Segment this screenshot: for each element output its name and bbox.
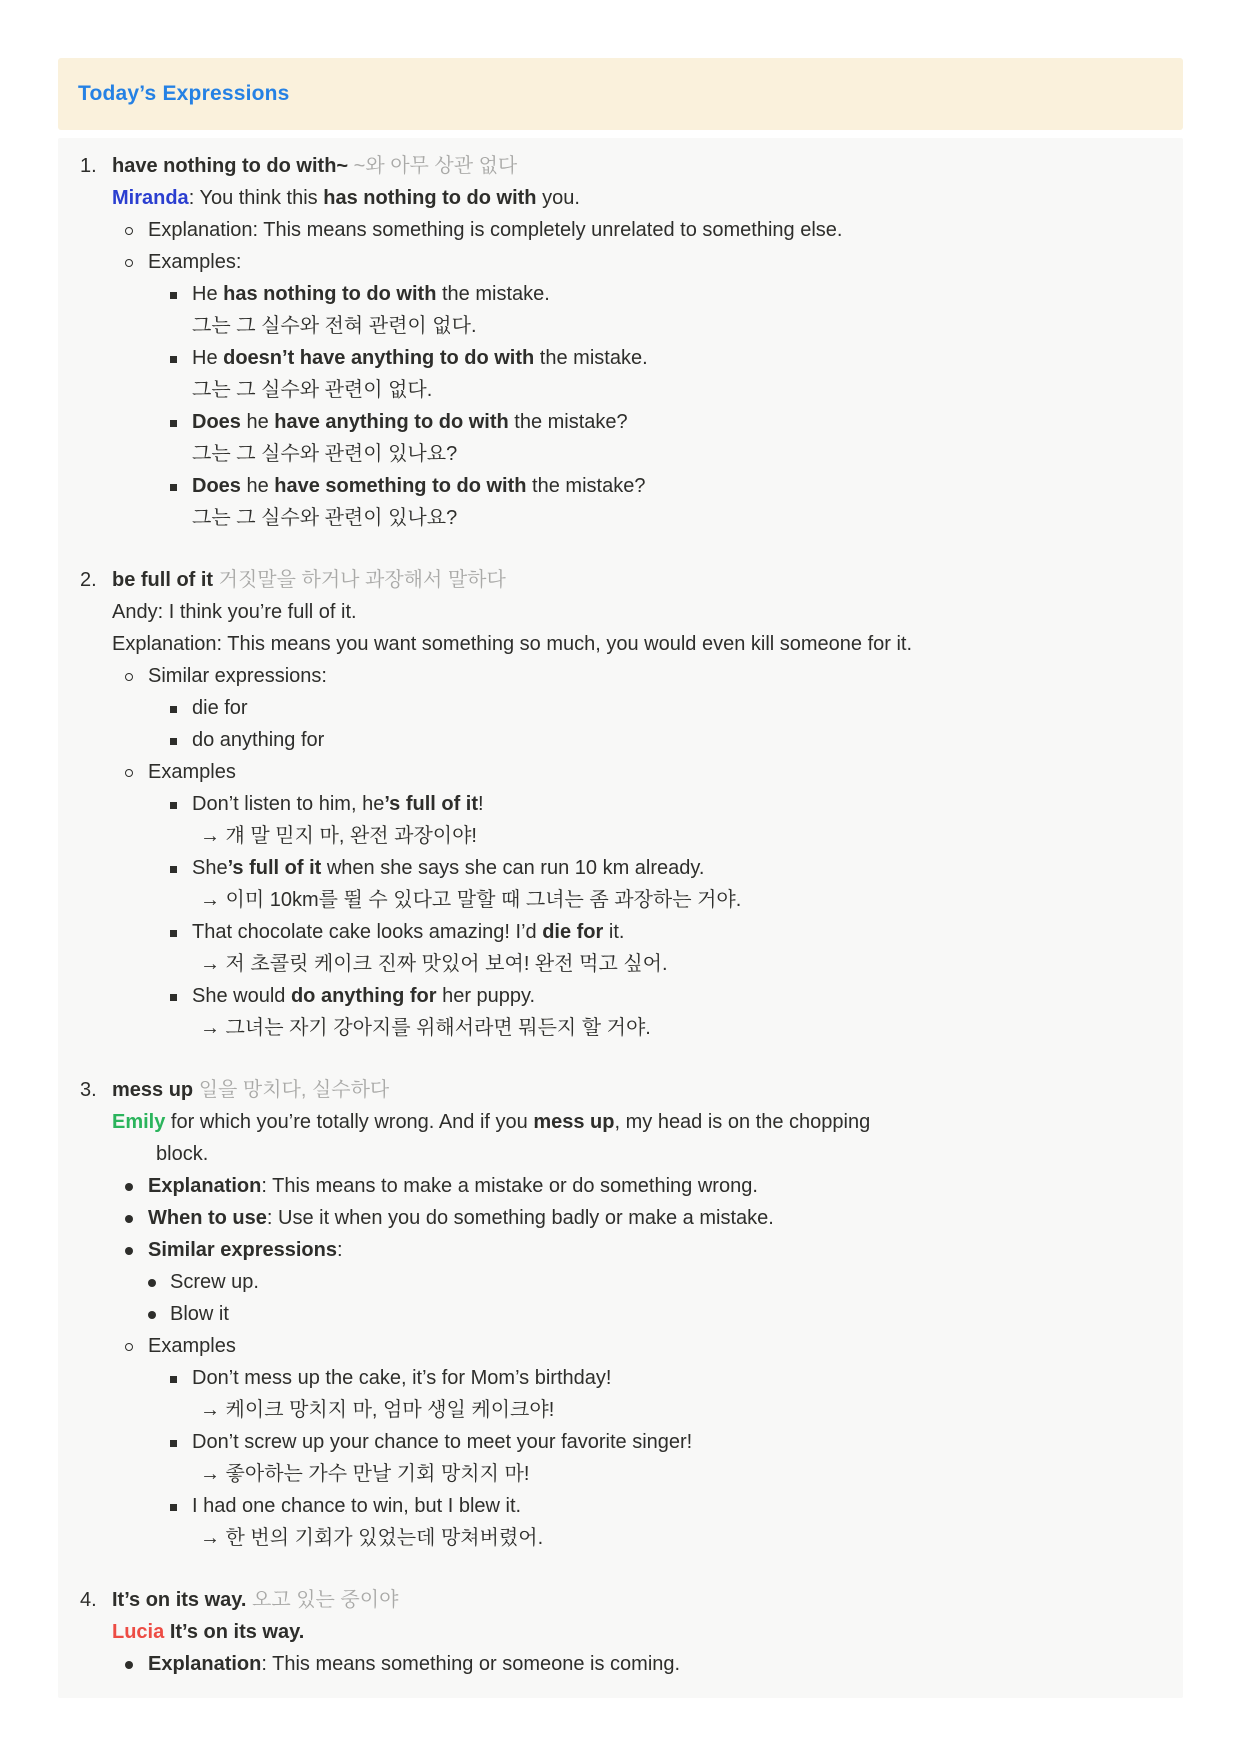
text: , my head is on the chopping — [614, 1111, 871, 1133]
bullet-item — [112, 1234, 1159, 1266]
text: : This means something or someone is coming. — [261, 1653, 681, 1675]
text: She — [192, 857, 228, 879]
translation-line — [112, 310, 1159, 342]
translation-line — [112, 820, 1159, 852]
bullet-item — [112, 1170, 1159, 1202]
square-bullet-icon — [170, 866, 177, 873]
text: 그는 그 실수와 관련이 있나요? — [192, 443, 458, 465]
bold-text: When to use — [148, 1207, 267, 1229]
bold-text: mess up — [533, 1111, 615, 1133]
text: → 저 초콜릿 케이크 진짜 맛있어 보여! 완전 먹고 싶어. — [200, 953, 668, 975]
text: → 걔 말 믿지 마, 완전 과장이야! — [200, 825, 477, 847]
text: That chocolate cake looks amazing! I’d — [192, 921, 543, 943]
bold-text: have something to do with — [274, 475, 527, 497]
speaker-name: Emily — [112, 1111, 166, 1133]
bullet-item — [112, 470, 1159, 502]
square-bullet-icon — [170, 994, 177, 1001]
text: → 이미 10km를 뛸 수 있다고 말할 때 그녀는 좀 과장하는 거야. — [200, 889, 742, 911]
bullet-item — [112, 1426, 1159, 1458]
korean-gloss: 일을 망치다, 실수하다 — [198, 1079, 390, 1101]
text: → 좋아하는 가수 만날 기회 망치지 마! — [200, 1463, 530, 1485]
bullet-item — [112, 246, 1159, 278]
translation-line — [112, 1394, 1159, 1426]
text: Explanation: This means something is completely unrelated to something else. — [148, 219, 843, 241]
text: : — [336, 1239, 343, 1261]
text: it. — [603, 921, 625, 943]
dialogue-line — [112, 596, 1159, 628]
bold-text: be full of it — [112, 569, 219, 591]
speaker-name: Lucia — [112, 1621, 165, 1643]
bold-text: Does — [192, 411, 241, 433]
bold-text: Does — [192, 475, 241, 497]
bold-text: It’s on its way. — [112, 1589, 253, 1611]
expression-title — [112, 150, 1159, 182]
square-bullet-icon — [170, 356, 177, 363]
square-bullet-icon — [170, 292, 177, 299]
item-number: 3. — [80, 1079, 97, 1101]
translation-line — [112, 502, 1159, 534]
dialogue-line — [112, 1106, 1159, 1138]
text: : Use it when you do something badly or make a mistake. — [266, 1207, 774, 1229]
text: when she says she can run 10 km already. — [321, 857, 705, 879]
text: the mistake. — [436, 283, 550, 305]
bullet-item — [112, 1202, 1159, 1234]
item-number: 1. — [80, 155, 97, 177]
text: the mistake. — [534, 347, 648, 369]
bold-text: do anything for — [290, 985, 437, 1007]
text: you. — [536, 187, 580, 209]
item-number: 4. — [80, 1589, 97, 1611]
square-bullet-icon — [170, 1376, 177, 1383]
bold-text: has nothing to do with — [223, 283, 437, 305]
bullet-item — [112, 214, 1159, 246]
text: 그는 그 실수와 전혀 관련이 없다. — [192, 315, 477, 337]
text: 그는 그 실수와 관련이 없다. — [192, 379, 433, 401]
disc-bullet-icon — [125, 1183, 133, 1191]
square-bullet-icon — [170, 484, 177, 491]
bold-text: It’s on its way. — [169, 1621, 305, 1643]
text: Similar expressions: — [148, 665, 327, 687]
bullet-item — [112, 788, 1159, 820]
bullet-item — [112, 1362, 1159, 1394]
text: → 케이크 망치지 마, 엄마 생일 케이크야! — [200, 1399, 555, 1421]
page-title: Today’s Expressions — [78, 82, 290, 105]
bold-text: Similar expressions — [148, 1239, 337, 1261]
translation-line — [112, 1458, 1159, 1490]
dialogue-line — [112, 628, 1159, 660]
translation-line — [112, 374, 1159, 406]
translation-line — [112, 1522, 1159, 1554]
korean-gloss: ~와 아무 상관 없다 — [353, 155, 518, 177]
bullet-item — [112, 1648, 1159, 1680]
text: Don’t mess up the cake, it’s for Mom’s birthday! — [192, 1367, 612, 1389]
square-bullet-icon — [170, 738, 177, 745]
expression-title — [112, 1074, 1159, 1106]
text: Screw up. — [170, 1271, 259, 1293]
item-number: 2. — [80, 569, 97, 591]
expression-title — [112, 564, 1159, 596]
disc-bullet-icon — [125, 1247, 133, 1255]
circle-bullet-icon — [125, 1343, 133, 1351]
text: for which you’re totally wrong. And if you — [165, 1111, 534, 1133]
text: the mistake? — [508, 411, 628, 433]
bold-text: ’s full of it — [384, 793, 479, 815]
text: Examples — [148, 1335, 236, 1357]
text: block. — [156, 1143, 209, 1165]
bullet-item — [112, 692, 1159, 724]
item-body — [112, 564, 1159, 1044]
text: Explanation: This means you want something so much, you would even kill someone for it. — [112, 633, 913, 655]
bold-text: mess up — [112, 1079, 199, 1101]
text: the mistake? — [526, 475, 646, 497]
text: 그는 그 실수와 관련이 있나요? — [192, 507, 458, 529]
text: → 한 번의 기회가 있었는데 망쳐버렸어. — [200, 1527, 544, 1549]
text: He — [192, 283, 224, 305]
bullet-item — [112, 724, 1159, 756]
expressions-list — [80, 150, 1159, 1680]
square-bullet-icon — [170, 1504, 177, 1511]
square-bullet-icon — [170, 1440, 177, 1447]
bullet-item — [112, 660, 1159, 692]
circle-bullet-icon — [125, 227, 133, 235]
expression-item — [80, 150, 1159, 534]
bold-text: ’s full of it — [227, 857, 322, 879]
expressions-content — [58, 138, 1183, 1698]
bullet-item — [112, 756, 1159, 788]
text: Blow it — [170, 1303, 229, 1325]
bold-text: Explanation — [148, 1175, 262, 1197]
korean-gloss: 거짓말을 하거나 과장해서 말하다 — [218, 569, 506, 591]
bold-text: have anything to do with — [274, 411, 509, 433]
square-bullet-icon — [170, 706, 177, 713]
bullet-item — [112, 1490, 1159, 1522]
speaker-name: Miranda — [112, 187, 189, 209]
square-bullet-icon — [170, 802, 177, 809]
callout — [58, 58, 1183, 130]
text: He — [192, 347, 224, 369]
bold-text: doesn’t have anything to do with — [223, 347, 535, 369]
bold-text: die for — [542, 921, 604, 943]
text: die for — [192, 697, 248, 719]
bullet-item — [112, 980, 1159, 1012]
bullet-item — [112, 852, 1159, 884]
text: Examples — [148, 761, 236, 783]
disc-bullet-icon — [148, 1311, 156, 1319]
bullet-item — [112, 342, 1159, 374]
circle-bullet-icon — [125, 259, 133, 267]
expression-item — [80, 1584, 1159, 1680]
translation-line — [112, 1012, 1159, 1044]
square-bullet-icon — [170, 420, 177, 427]
disc-bullet-icon — [148, 1279, 156, 1287]
text: → 그녀는 자기 강아지를 위해서라면 뭐든지 할 거야. — [200, 1017, 651, 1039]
dialogue-line-wrap — [112, 1138, 1159, 1170]
bullet-item — [112, 1330, 1159, 1362]
expression-title — [112, 1584, 1159, 1616]
dialogue-line — [112, 1616, 1159, 1648]
bullet-item — [112, 1266, 1159, 1298]
bullet-item — [112, 916, 1159, 948]
korean-gloss: 오고 있는 중이야 — [252, 1589, 399, 1611]
square-bullet-icon — [170, 930, 177, 937]
text: Don’t screw up your chance to meet your favorite singer! — [192, 1431, 693, 1453]
text: do anything for — [192, 729, 325, 751]
expression-item — [80, 564, 1159, 1044]
text: Don’t listen to him, he — [192, 793, 385, 815]
text: her puppy. — [436, 985, 536, 1007]
text: Examples: — [148, 251, 242, 273]
text: I had one chance to win, but I blew it. — [192, 1495, 522, 1517]
translation-line — [112, 948, 1159, 980]
text: he — [240, 475, 275, 497]
bold-text: have nothing to do with~ — [112, 155, 354, 177]
bold-text: Explanation — [148, 1653, 262, 1675]
item-body — [112, 1074, 1159, 1554]
text: Andy: I think you’re full of it. — [112, 601, 357, 623]
bullet-item — [112, 278, 1159, 310]
expression-item — [80, 1074, 1159, 1554]
circle-bullet-icon — [125, 673, 133, 681]
translation-line — [112, 884, 1159, 916]
translation-line — [112, 438, 1159, 470]
item-body — [112, 1584, 1159, 1680]
item-body — [112, 150, 1159, 534]
disc-bullet-icon — [125, 1215, 133, 1223]
bold-text: has nothing to do with — [323, 187, 537, 209]
text: he — [240, 411, 275, 433]
bullet-item — [112, 406, 1159, 438]
disc-bullet-icon — [125, 1661, 133, 1669]
text: She would — [192, 985, 291, 1007]
text: : This means to make a mistake or do something wrong. — [261, 1175, 758, 1197]
circle-bullet-icon — [125, 769, 133, 777]
bullet-item — [112, 1298, 1159, 1330]
text: : You think this — [188, 187, 324, 209]
dialogue-line — [112, 182, 1159, 214]
text: ! — [478, 793, 484, 815]
